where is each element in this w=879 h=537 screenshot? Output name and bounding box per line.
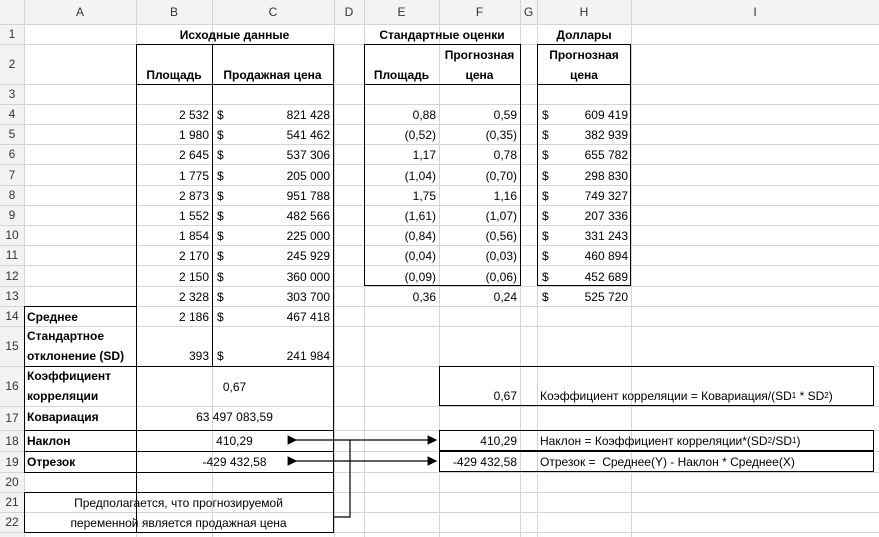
table-cell-z-price[interactable]: (0,06) (485, 270, 517, 284)
table-cell-dollar-currency[interactable]: $ (542, 148, 549, 162)
table-cell-dollars[interactable]: 331 243 (584, 229, 628, 243)
row-header-7[interactable]: 7 (8, 167, 16, 182)
table-cell-dollars[interactable]: 207 336 (584, 209, 628, 223)
mean-label[interactable]: Среднее (27, 310, 78, 324)
formula-slope-main: Наклон = Коэффициент корреляции*(SD (540, 434, 768, 448)
row-header-3[interactable]: 3 (8, 87, 16, 101)
table-cell-price-currency[interactable]: $ (217, 290, 224, 304)
table-cell-area[interactable]: 2 328 (178, 290, 209, 304)
table-cell-price-currency[interactable]: $ (217, 270, 224, 284)
row-header-4[interactable]: 4 (8, 107, 16, 121)
note-line-1[interactable]: Предполагается, что прогнозируемой (74, 496, 283, 510)
table-cell-price-currency[interactable]: $ (217, 108, 224, 122)
row-header-12[interactable]: 12 (5, 268, 19, 283)
table-cell-z-price[interactable]: (0,56) (485, 229, 517, 243)
table-cell-z-price[interactable]: 0,78 (493, 148, 517, 162)
header-dollar-forecast-1[interactable]: Прогнозная (549, 48, 619, 62)
table-cell-z-area[interactable]: 0,36 (412, 290, 436, 304)
table-cell-price-currency[interactable]: $ (217, 148, 224, 162)
table-cell-price[interactable]: 541 462 (286, 128, 330, 142)
intercept-value[interactable]: -429 432,58 (202, 455, 267, 469)
row-header-21[interactable]: 21 (5, 495, 19, 509)
table-cell-dollars[interactable]: 460 894 (584, 249, 628, 263)
row-header-18[interactable]: 18 (5, 433, 19, 448)
table-cell-z-area[interactable]: (1,61) (404, 209, 436, 223)
row-header-13[interactable]: 13 (5, 289, 19, 303)
row-header-16[interactable]: 16 (5, 379, 19, 393)
column-header-d[interactable]: D (344, 5, 354, 19)
table-cell-z-area[interactable]: 1,75 (412, 189, 436, 203)
row-header-14[interactable]: 14 (5, 309, 19, 323)
sd-price-currency: $ (217, 349, 224, 363)
formula-corr-main: Коэффициент корреляции = Ковариация/(SD (540, 389, 792, 403)
row-header-22[interactable]: 22 (5, 515, 19, 529)
row-header-17[interactable]: 17 (5, 411, 19, 425)
header-dollars[interactable]: Доллары (556, 28, 612, 42)
table-cell-price[interactable]: 951 788 (286, 189, 330, 203)
table-cell-z-area[interactable]: 1,17 (412, 148, 436, 162)
table-cell-price[interactable]: 245 929 (286, 249, 330, 263)
slope-label[interactable]: Наклон (27, 434, 71, 448)
table-cell-dollars[interactable]: 382 939 (584, 128, 628, 142)
table-cell-dollars[interactable]: 749 327 (584, 189, 628, 203)
table-cell-price-currency[interactable]: $ (217, 229, 224, 243)
table-cell-z-price[interactable]: (0,03) (485, 249, 517, 263)
table-cell-area[interactable]: 1 552 (178, 209, 209, 223)
table-cell-dollars[interactable]: 525 720 (584, 290, 628, 304)
header-price[interactable]: Продажная цена (223, 68, 322, 82)
table-cell-price[interactable]: 303 700 (286, 290, 330, 304)
table-cell-dollar-currency[interactable]: $ (542, 108, 549, 122)
table-cell-price[interactable]: 205 000 (286, 169, 330, 183)
header-std-area[interactable]: Площадь (373, 68, 430, 82)
sd-area[interactable]: 393 (188, 349, 209, 363)
formula-slope-value[interactable]: 410,29 (480, 434, 517, 448)
table-cell-dollars[interactable]: 655 782 (584, 148, 628, 162)
table-cell-price-currency[interactable]: $ (217, 169, 224, 183)
formula-slope-end: ) (796, 434, 801, 448)
table-cell-area[interactable]: 2 170 (178, 249, 209, 263)
table-cell-z-price[interactable]: 0,24 (493, 290, 517, 304)
header-forecast-2[interactable]: цена (465, 68, 494, 82)
formula-corr-sub1: 1 (791, 391, 797, 400)
table-cell-price-currency[interactable]: $ (217, 209, 224, 223)
column-header-e[interactable]: E (397, 5, 406, 19)
header-standard-scores[interactable]: Стандартные оценки (379, 28, 505, 42)
header-forecast-1[interactable]: Прогнозная (444, 48, 515, 62)
table-cell-z-area[interactable]: (0,52) (404, 128, 436, 142)
column-header-b[interactable]: B (169, 5, 178, 19)
table-cell-area[interactable]: 1 775 (178, 169, 209, 183)
corr-label-2[interactable]: корреляции (27, 389, 99, 403)
slope-value[interactable]: 410,29 (216, 434, 253, 448)
table-cell-area[interactable]: 2 873 (178, 189, 209, 203)
corr-value[interactable]: 0,67 (222, 380, 247, 394)
row-header-10[interactable]: 10 (5, 228, 19, 242)
table-cell-z-price[interactable]: 1,16 (493, 189, 517, 203)
table-cell-price[interactable]: 360 000 (286, 270, 330, 284)
table-cell-area[interactable]: 2 645 (178, 148, 209, 162)
table-cell-z-area[interactable]: (1,04) (404, 169, 436, 183)
row-header-6[interactable]: 6 (8, 147, 16, 161)
table-cell-z-price[interactable]: (1,07) (485, 209, 517, 223)
table-cell-area[interactable]: 2 532 (178, 108, 209, 122)
header-source-data[interactable]: Исходные данные (179, 28, 290, 42)
sd-label-1[interactable]: Стандартное (27, 329, 105, 343)
table-cell-z-price[interactable]: (0,35) (485, 128, 517, 142)
formula-slope-mid: /SD (772, 434, 793, 448)
row-header-19[interactable]: 19 (5, 454, 19, 469)
formula-slope-sub1: 2 (767, 436, 773, 445)
formula-slope-sub2: 1 (792, 436, 797, 445)
table-cell-area[interactable]: 1 854 (178, 229, 209, 243)
column-header-f[interactable]: F (475, 5, 484, 19)
row-header-11[interactable]: 11 (5, 248, 19, 262)
column-header-c[interactable]: C (268, 5, 278, 19)
sd-label-2[interactable]: отклонение (SD) (27, 349, 125, 363)
table-cell-z-area[interactable]: (0,84) (404, 229, 436, 243)
row-header-2[interactable]: 2 (8, 57, 16, 71)
table-cell-dollar-currency[interactable]: $ (542, 169, 549, 183)
table-cell-dollars[interactable]: 452 689 (584, 270, 628, 284)
formula-corr-value[interactable]: 0,67 (493, 389, 517, 403)
mean-price-currency: $ (217, 310, 224, 324)
mean-price[interactable]: 467 418 (286, 310, 330, 324)
formula-intercept-text[interactable]: Отрезок = Среднее(Y) - Наклон * Среднее(X) (540, 455, 795, 469)
row-header-8[interactable]: 8 (8, 188, 16, 202)
table-cell-dollar-currency[interactable]: $ (542, 249, 549, 263)
formula-corr-end: ) (828, 389, 833, 403)
note-line-2[interactable]: переменной является продажная цена (70, 516, 287, 530)
table-cell-dollars[interactable]: 609 419 (584, 108, 628, 122)
header-area[interactable]: Площадь (146, 68, 202, 82)
table-cell-dollar-currency[interactable]: $ (542, 290, 549, 304)
formula-corr-sub2: 2 (824, 391, 829, 400)
formula-intercept-value[interactable]: -429 432,58 (452, 455, 517, 469)
table-cell-z-area[interactable]: (0,04) (404, 249, 436, 263)
table-cell-z-area[interactable]: 0,88 (412, 108, 436, 122)
table-cell-area[interactable]: 2 150 (178, 270, 209, 284)
covariance-value[interactable]: 63 497 083,59 (196, 410, 273, 424)
formula-corr-mid: * SD (796, 389, 825, 403)
row-header-15[interactable]: 15 (5, 339, 19, 353)
column-header-g[interactable]: G (523, 5, 534, 19)
table-cell-z-price[interactable]: (0,70) (485, 169, 517, 183)
note-connector (334, 440, 350, 517)
table-cell-dollar-currency[interactable]: $ (542, 270, 549, 284)
intercept-label[interactable]: Отрезок (27, 455, 76, 469)
table-cell-dollar-currency[interactable]: $ (542, 189, 549, 203)
column-header-h[interactable]: H (579, 5, 589, 19)
column-header-i[interactable]: I (753, 5, 757, 19)
table-cell-dollar-currency[interactable]: $ (542, 209, 549, 223)
table-cell-price[interactable]: 225 000 (286, 229, 330, 243)
table-cell-dollar-currency[interactable]: $ (542, 128, 549, 142)
table-cell-price[interactable]: 482 566 (286, 209, 330, 223)
table-cell-z-price[interactable]: 0,59 (493, 108, 517, 122)
column-header-a[interactable]: A (75, 5, 84, 19)
sd-price[interactable]: 241 984 (286, 349, 330, 363)
table-cell-price[interactable]: 821 428 (286, 108, 330, 122)
table-cell-dollars[interactable]: 298 830 (584, 169, 628, 183)
corr-label-1[interactable]: Коэффициент (27, 369, 112, 383)
covariance-label[interactable]: Ковариация (27, 410, 99, 424)
table-cell-dollar-currency[interactable]: $ (542, 229, 549, 243)
table-cell-area[interactable]: 1 980 (178, 128, 209, 142)
mean-area[interactable]: 2 186 (178, 310, 209, 324)
row-header-9[interactable]: 9 (8, 208, 16, 222)
table-cell-z-area[interactable]: (0,09) (404, 270, 436, 284)
table-cell-price-currency[interactable]: $ (217, 249, 224, 263)
header-dollar-forecast-2[interactable]: цена (570, 68, 598, 82)
table-cell-price-currency[interactable]: $ (217, 189, 224, 203)
table-cell-price[interactable]: 537 306 (286, 148, 330, 162)
row-header-5[interactable]: 5 (8, 127, 16, 141)
table-cell-price-currency[interactable]: $ (217, 128, 224, 142)
row-header-1[interactable]: 1 (8, 27, 16, 41)
row-header-20[interactable]: 20 (5, 475, 19, 489)
